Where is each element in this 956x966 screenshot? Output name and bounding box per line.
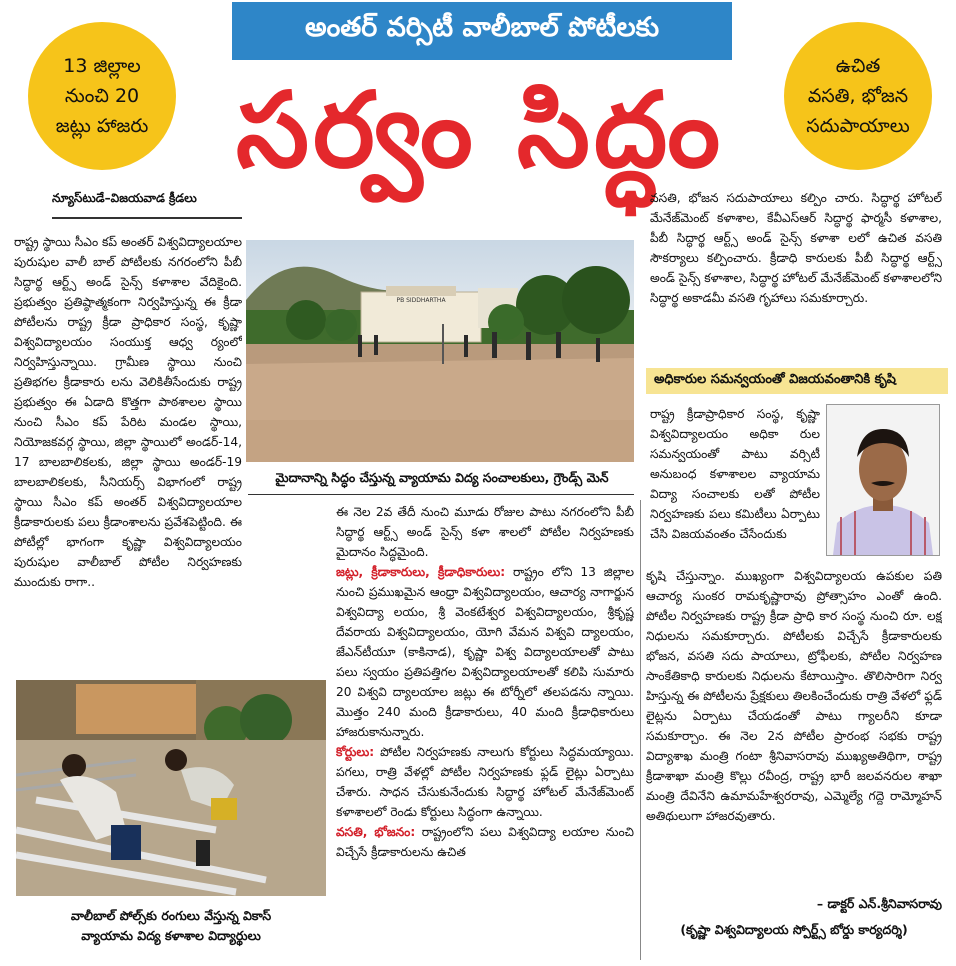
caption-rule xyxy=(248,494,634,495)
badge-right-line: వసతి, భోజన xyxy=(807,85,909,107)
keyword-courts: కోర్టులు: xyxy=(336,745,375,759)
badge-left-line: నుంచి 20 xyxy=(64,85,140,107)
badge-right xyxy=(784,22,932,170)
col2-paragraph-4: రాష్ట్రంలోని పలు విశ్వవిద్యా లయాల నుంచి విచ్చేసే క్రీడాకారులను ఉచిత xyxy=(336,825,634,859)
dateline: న్యూస్‌టుడే–విజయవాడ క్రీడలు xyxy=(52,191,197,205)
poles-caption-line-2: వ్యాయామ విద్య కళాశాల విద్యార్థులు xyxy=(81,928,261,943)
poles-photo xyxy=(16,680,326,896)
column-2 xyxy=(336,502,634,962)
column-separator xyxy=(640,500,641,960)
badge-right-line: సదుపాయాలు xyxy=(806,115,910,137)
badge-left-line: జట్లు హాజరు xyxy=(55,115,149,137)
keyword-teams: జట్లు, క్రీడాకారులు, క్రీడాధికారులు: xyxy=(336,565,506,579)
badge-left-line: 13 జిల్లాల xyxy=(63,55,141,77)
badge-right-line: ఉచిత xyxy=(835,55,881,77)
col3-rest-paragraph: కృషి చేస్తున్నాం. ముఖ్యంగా విశ్వవిద్యాలయ ఉపకుల పతి ఆచార్య సుంకర రామకృష్ణారావు ప్రోత్సాహం ఎంతో ఉంది. పోటీల నిర్వహణకు రాష్ట్ర క్రీడా ప్రాధి కార సంస్థ నుంచి రూ. లక్ష నిధులను సమకూర్చారు. పోటీలకు విచ్చేసే క్రీడాకారులకు భోజన, వసతి సదు పాయాలు, ట్రోఫీలకు, పోటీల నిర్వహణ సాంకేతికాధి కారులకు నిధులను కేటాయిస్తాం. తొలిసారిగా నిర్వ హిస్తున్న ఈ పోటీలను ప్రేక్షకులు తిలకించేందుకు రాత్రి వేళలో ఫ్లడ్ లైట్లను ఏర్పాటు చేయడంతో పాటు గ్యాలరీని కూడా సమకూర్చాం. ఈ నెల 2న పోటీల ప్రారంభ సభకు రాష్ట్ర విద్యాశాఖ మంత్రి గంటా శ్రీనివాసరావు ముఖ్యఅతిథిగా, రాష్ట్ర క్రీడాశాఖా మంత్రి కొల్లు రవీంద్ర, రాష్ట్ర భారీ జలవనరుల శాఖా మంత్రి దేవినేని ఉమామహేశ్వరరావు, ఎమ్మెల్యే గద్దె రామ్మోహన్ అతిథులుగా హాజరవుతారు. xyxy=(646,569,942,823)
poles-photo-caption xyxy=(16,906,326,946)
column-3-top xyxy=(650,188,942,366)
col1-paragraph: రాష్ట్ర స్థాయి సీఎం కప్ అంతర్ విశ్వవిద్యాలయాల పురుషుల వాలీ బాల్ పోటీలకు నగరంలోని పీబీ సిద్ధార్థ ఆర్ట్స్ అండ్ సైన్స్ కళాశాల వేదికైంది. ప్రభుత్వం ప్రతిష్ఠాత్మకంగా నిర్వహిస్తున్న ఈ క్రీడా పోటీలను రాష్ట్ర క్రీడా ప్రాధికార సంస్థ, కృష్ణా విశ్వవిద్యాలయం సంయుక్త ఆధ్వ ర్యంలో నిర్వహిస్తున్నాయి. గ్రామీణ స్థాయి నుంచి ప్రతిభగల క్రీడాకారు లను వెలికితీసేందుకు రాష్ట్ర ప్రభుత్వం ఈ ఏడాది కొత్తగా పాఠశాలల స్థాయి నుంచి సీఎం కప్ పేరిట మండల స్థాయి, నియోజకవర్గ స్థాయి, జిల్లా స్థాయిలో అండర్‌-14, 17 బాలబాలికలకు, జిల్లా స్థాయి అండర్‌-19 బాలబాలికలకు, సీనియర్స్ విభాగంలో రాష్ట్ర స్థాయి సీఎం కప్ అంతర్ విశ్వవిద్యాలయాల క్రీడాకారులకు పలు క్రీడాంశాలను ప్రవేశపెట్టింది. ఈ పోటీల్లో భాగంగా కృష్ణా విశ్వవిద్యాలయం పురుషుల వాలీబాల్ పోటీల నిర్వహణకు ముందుకు రాగా.. xyxy=(14,235,242,589)
ground-photo-image xyxy=(246,240,634,462)
col3-top-paragraph: వసతి, భోజన సదుపాయాలు కల్పిం చారు. సిద్ధార్థ హోటల్ మేనేజ్‌మెంట్ కళాశాల, కేవీఎస్‌ఆర్ సిద్ధార్థ ఫార్మసీ కళాశాల, పీబీ సిద్ధార్థ ఆర్ట్స్ అండ్ సైన్స్ కళాశా లలో ఉచిత వసతి సౌకర్యాలు కల్పించారు. క్రీడాధి కారులకు పీబీ సిద్ధార్థ ఆర్ట్స్ అండ్ సైన్స్ కళాశాల, సిద్ధార్థ హోటల్ మేనేజ్‌మెంట్ కళాశాలలోని సిద్ధార్థ అకాడమీ వసతి గృహాలు సమకూర్చారు. xyxy=(650,191,942,305)
signature-title: (కృష్ణా విశ్వవిద్యాలయ స్పోర్ట్స్ బోర్డు కార్యదర్శి) xyxy=(680,922,908,937)
dateline-rule xyxy=(52,217,242,219)
col3-narrow-paragraph: రాష్ట్ర క్రీడాప్రాధికార సంస్థ, కృష్ణా విశ్వవిద్యాలయం అధికా రుల సమన్వయంతో పాటు వర్సిటీ అనుబంధ కళాశాలల వ్యాయామ విద్యా సంచాలకు లతో పోటీల నిర్వహణకు పలు కమిటీలు ఏర్పాటు చేసి విజయవంతం చేసేందుకు xyxy=(650,407,820,541)
building-sign: PB SIDDHARTHA xyxy=(396,297,446,304)
col2-paragraph-2: రాష్ట్రం లోని 13 జిల్లాల నుంచి ప్రముఖమైన ఆంధ్రా విశ్వవిద్యాలయం, ఆచార్య నాగార్జున విశ్వవిద్యా లయం, శ్రీ వెంకటేశ్వర విశ్వవిద్యాలయం, శ్రీకృష్ణ దేవరాయ విశ్వవిద్యాలయం, యోగి వేమన విశ్వవి ద్యాలయం, జేఎన్‌టీయూ (కాకినాడ), కృష్ణా విశ్వ విద్యాలయాలతో పాటు పలు స్వయం ప్రతిపత్తిగల విశ్వవిద్యాలయాలతో కలిపి సుమారు 20 విశ్వవి ద్యాలయాల జట్లు ఈ టోర్నీలో తలపడను న్నాయి. మొత్తం 240 మంది క్రీడాకారులు, 40 మంది క్రీడాధికారులు హాజరుకానున్నారు. xyxy=(336,565,634,739)
col2-paragraph-1: ఈ నెల 2వ తేదీ నుంచి మూడు రోజుల పాటు నగరంలోని పీబీ సిద్ధార్థ ఆర్ట్స్ అండ్ సైన్స్ కళా శాలలో పోటీల నిర్వహణకు మైదానం సిద్ధమైంది. xyxy=(336,505,634,559)
poles-caption-line-1: వాలీబాల్ పోల్స్‌కు రంగులు వేస్తున్న వికాస్ xyxy=(70,908,272,923)
person-photo xyxy=(826,404,940,556)
keyword-accommodation: వసతి, భోజనం: xyxy=(336,825,416,839)
column-1 xyxy=(14,232,242,664)
person-portrait-image xyxy=(827,405,939,555)
subhead: అధికారుల సమన్వయంతో విజయవంతానికి కృషి xyxy=(646,368,948,394)
top-banner xyxy=(232,2,732,60)
headline: సర్వం సిద్ధం xyxy=(235,69,725,191)
badge-left xyxy=(28,22,176,170)
ground-photo xyxy=(246,240,634,462)
column-3-rest xyxy=(646,566,942,886)
banner-text: అంతర్ వర్సిటీ వాలీబాల్ పోటీలకు xyxy=(304,12,660,43)
poles-photo-image xyxy=(16,680,326,896)
signature-name: – డాక్టర్ ఎన్.శ్రీనివాసరావు xyxy=(816,896,942,911)
signature xyxy=(646,894,942,940)
ground-photo-caption: మైదానాన్ని సిద్ధం చేస్తున్న వ్యాయామ విద్య సంచాలకులు, గ్రౌండ్స్ మెన్ xyxy=(275,470,609,485)
col2-paragraph-3: పోటీల నిర్వహణకు నాలుగు కోర్టులు సిద్ధమయ్యాయి. పగలు, రాత్రి వేళల్లో పోటీల నిర్వహణకు ఫ్లడ్ లైట్లు ఏర్పాటు చేశారు. సాధన చేసుకునేందుకు సిద్ధార్థ హోటల్ మేనేజ్‌మెంట్ కళాశాలలో రెండు కోర్టులు సిద్ధంగా ఉన్నాయి. xyxy=(336,745,634,819)
column-3-narrow xyxy=(650,404,820,564)
